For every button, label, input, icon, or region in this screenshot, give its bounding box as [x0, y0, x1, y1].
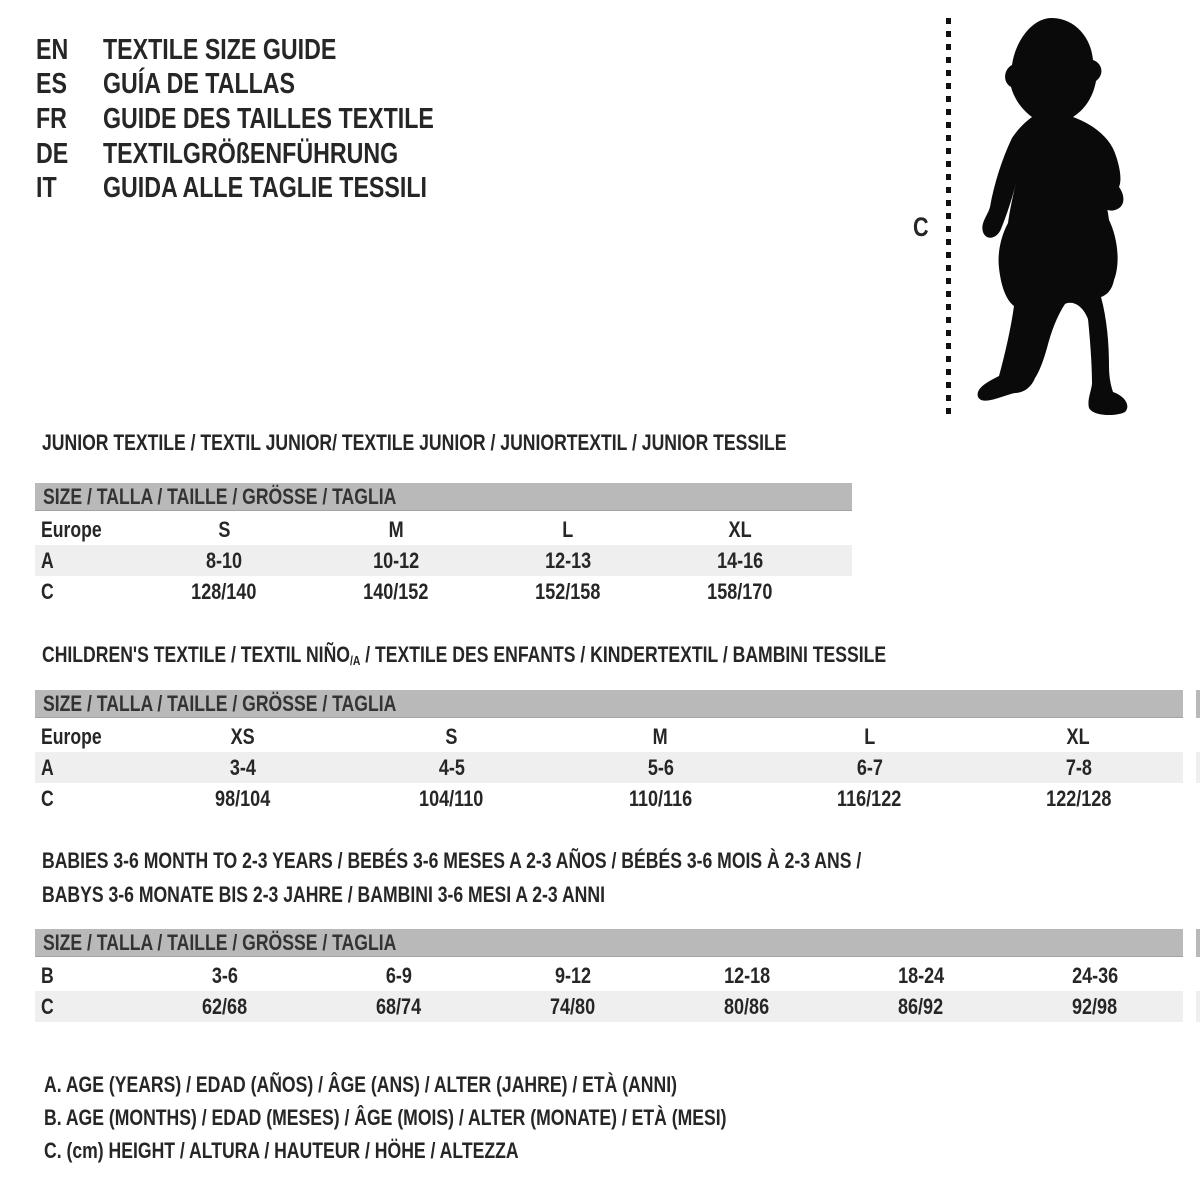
size-cell: L [863, 723, 876, 749]
language-row-en [36, 33, 517, 68]
section-title-babies: BABIES 3-6 MONTH TO 2-3 YEARS / BEBÉS 3-6 MESES A 2-3 AÑOS / BÉBÉS 3-6 MOIS À 2-3 ANS / BABYS 3-6 MONATE BIS 2-3 JAHRE / BAMBINI 3-6 MESI A 2-3 ANNI [42, 848, 862, 908]
height-cell: 74/80 [550, 993, 596, 1019]
row-label: C [41, 993, 54, 1019]
row-label: Europe [41, 516, 102, 542]
size-cell: S [445, 723, 458, 749]
table-row-months [35, 960, 1183, 991]
table-row-europe [35, 514, 852, 545]
children-size-table [35, 690, 1183, 814]
row-label: C [41, 578, 54, 604]
age-cell: 7-8 [1065, 754, 1092, 780]
height-cell: 158/170 [707, 578, 773, 604]
size-cell: XS [230, 723, 255, 749]
table-header-label: SIZE / TALLA / TAILLE / GRÖSSE / TAGLIA [43, 929, 397, 955]
table-row-height [35, 576, 852, 607]
table-right-edge-fragment [1196, 929, 1200, 957]
language-row-es [36, 68, 517, 103]
height-cell: 152/158 [535, 578, 601, 604]
months-cell: 6-9 [385, 962, 413, 988]
section-title-children: CHILDREN'S TEXTILE / TEXTIL $NIÑO_{/A}$ / TEXTILE DES ENFANTS / KINDERTEXTIL / BAMBINI TESSILE [42, 642, 887, 668]
language-code: FR [36, 102, 67, 135]
age-cell: 8-10 [205, 547, 243, 573]
language-title-list [36, 33, 517, 206]
height-cell: 122/128 [1045, 785, 1112, 811]
height-cell: 86/92 [898, 993, 944, 1019]
table-header-label: SIZE / TALLA / TAILLE / GRÖSSE / TAGLIA [43, 483, 397, 509]
language-label: TEXTILGRÖßENFÜHRUNG [103, 137, 399, 170]
height-cell: 116/122 [837, 785, 902, 811]
size-cell: XL [1066, 723, 1091, 749]
row-label: A [41, 547, 54, 573]
table-header-row [35, 929, 1183, 957]
row-label: A [41, 754, 54, 780]
language-label: TEXTILE SIZE GUIDE [103, 33, 337, 66]
age-cell: 12-13 [544, 547, 592, 573]
table-header-row [35, 483, 852, 511]
size-cell: L [562, 516, 574, 542]
age-cell: 4-5 [438, 754, 465, 780]
language-code: ES [36, 68, 67, 101]
language-label: GUIDE DES TAILLES TEXTILE [103, 102, 434, 135]
language-label: GUIDA ALLE TAGLIE TESSILI [103, 172, 427, 205]
table-row-height [35, 991, 1183, 1022]
language-code: DE [36, 137, 69, 170]
toddler-silhouette-icon [961, 14, 1143, 418]
age-cell: 3-4 [229, 754, 256, 780]
age-cell: 6-7 [856, 754, 883, 780]
legend-line-a: A. AGE (YEARS) / EDAD (AÑOS) / ÂGE (ANS) / ALTER (JAHRE) / ETÀ (ANNI) [44, 1072, 677, 1097]
language-row-it [36, 171, 517, 206]
months-cell: 24-36 [1071, 962, 1119, 988]
age-cell: 14-16 [716, 547, 764, 573]
table-row-height [35, 783, 1183, 814]
table-row-europe [35, 721, 1183, 752]
language-row-fr [36, 102, 517, 137]
height-cell: 98/104 [214, 785, 271, 811]
table-header-row [35, 690, 1183, 718]
size-cell: S [217, 516, 231, 542]
size-cell: XL [728, 516, 752, 542]
legend-line-b: B. AGE (MONTHS) / EDAD (MESES) / ÂGE (MOIS) / ALTER (MONATE) / ETÀ (MESI) [44, 1105, 727, 1130]
months-cell: 9-12 [554, 962, 592, 988]
age-cell: 5-6 [647, 754, 674, 780]
size-cell: M [652, 723, 669, 749]
height-cell: 62/68 [202, 993, 248, 1019]
size-cell: M [388, 516, 404, 542]
table-right-edge-fragment [1196, 690, 1200, 718]
table-header-label: SIZE / TALLA / TAILLE / GRÖSSE / TAGLIA [43, 690, 397, 716]
table-right-edge-fragment [1196, 991, 1200, 1022]
gender-subscript: /A [349, 653, 361, 668]
height-cell: 68/74 [376, 993, 422, 1019]
height-cell: 92/98 [1072, 993, 1118, 1019]
language-label: GUÍA DE TALLAS [103, 68, 296, 101]
language-code: IT [36, 172, 57, 205]
height-cell: 128/140 [191, 578, 257, 604]
months-cell: 3-6 [211, 962, 239, 988]
row-label: C [41, 785, 54, 811]
language-code: EN [36, 33, 69, 66]
section-title-junior: JUNIOR TEXTILE / TEXTIL JUNIOR/ TEXTILE JUNIOR / JUNIORTEXTIL / JUNIOR TESSILE [42, 430, 787, 455]
table-right-edge-fragment [1196, 752, 1200, 783]
months-cell: 18-24 [897, 962, 945, 988]
row-label: Europe [41, 723, 102, 749]
table-row-age [35, 752, 1183, 783]
junior-size-table [35, 483, 852, 607]
legend-line-c: C. (cm) HEIGHT / ALTURA / HAUTEUR / HÖHE / ALTEZZA [44, 1138, 519, 1163]
height-cell: 110/116 [628, 785, 693, 811]
table-row-age [35, 545, 852, 576]
babies-size-table [35, 929, 1183, 1022]
row-label: B [41, 962, 54, 988]
height-measure-line [946, 18, 951, 415]
months-cell: 12-18 [723, 962, 771, 988]
language-row-de [36, 137, 517, 172]
age-cell: 10-12 [372, 547, 420, 573]
height-measure-label: C [913, 212, 929, 242]
height-cell: 104/110 [419, 785, 484, 811]
height-cell: 140/152 [363, 578, 429, 604]
height-cell: 80/86 [724, 993, 770, 1019]
measurement-legend [44, 1068, 897, 1167]
